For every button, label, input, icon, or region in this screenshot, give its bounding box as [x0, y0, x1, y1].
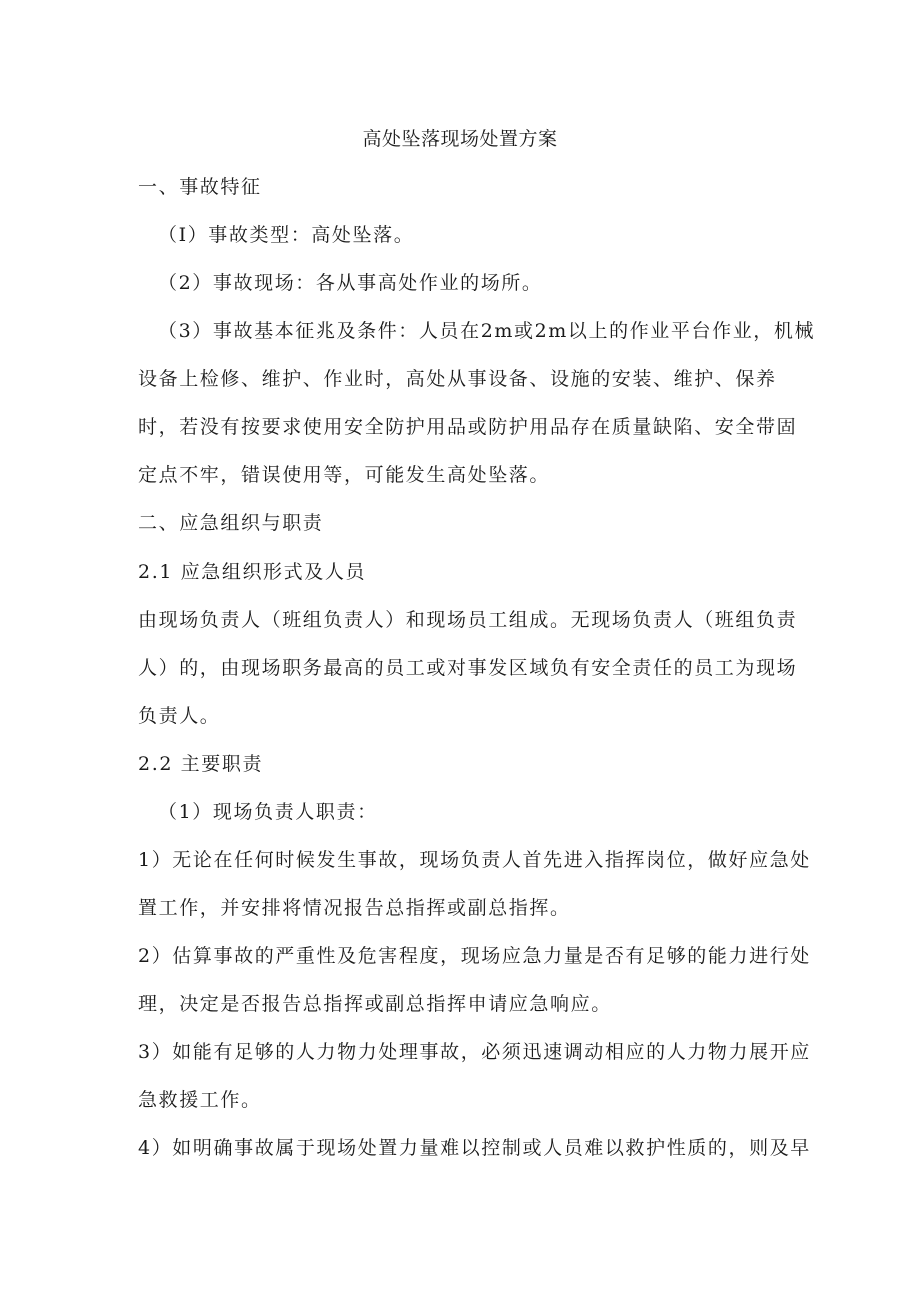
paragraph-line: （3）事故基本征兆及条件：人员在2m或2m以上的作业平台作业，机械	[158, 320, 816, 342]
list-item-line: 置工作，并安排将情况报告总指挥或副总指挥。	[138, 897, 571, 919]
paragraph-line: 定点不牢，错误使用等，可能发生高处坠落。	[138, 464, 551, 486]
paragraph-line: 负责人。	[138, 705, 221, 727]
paragraph-line: （I）事故类型：高处坠落。	[158, 224, 415, 246]
subsection-heading: 2.1 应急组织形式及人员	[138, 561, 367, 583]
paragraph-line: 人）的，由现场职务最高的员工或对事发区域负有安全责任的员工为现场	[138, 657, 798, 679]
list-item-line: 1）无论在任何时候发生事故，现场负责人首先进入指挥岗位，做好应急处	[138, 849, 811, 871]
list-item-line: 4）如明确事故属于现场处置力量难以控制或人员难以救护性质的，则及早	[138, 1137, 811, 1159]
paragraph-line: 设备上检修、维护、作业时，高处从事设备、设施的安装、维护、保养	[138, 368, 777, 390]
section-heading-2: 二、应急组织与职责	[138, 512, 324, 534]
section-heading-1: 一、事故特征	[138, 176, 262, 198]
paragraph-line: 由现场负责人（班组负责人）和现场员工组成。无现场负责人（班组负责	[138, 609, 798, 631]
list-item-line: 3）如能有足够的人力物力处理事故，必须迅速调动相应的人力物力展开应	[138, 1041, 811, 1063]
list-item-line: 理，决定是否报告总指挥或副总指挥申请应急响应。	[138, 993, 612, 1015]
paragraph-line: （1）现场负责人职责：	[158, 801, 378, 823]
document-title: 高处坠落现场处置方案	[362, 128, 558, 150]
subsection-heading: 2.2 主要职责	[138, 753, 264, 775]
paragraph-line: （2）事故现场：各从事高处作业的场所。	[158, 272, 543, 294]
paragraph-line: 时，若没有按要求使用安全防护用品或防护用品存在质量缺陷、安全带固	[138, 416, 798, 438]
list-item-line: 急救援工作。	[138, 1089, 262, 1111]
list-item-line: 2）估算事故的严重性及危害程度，现场应急力量是否有足够的能力进行处	[138, 945, 811, 967]
